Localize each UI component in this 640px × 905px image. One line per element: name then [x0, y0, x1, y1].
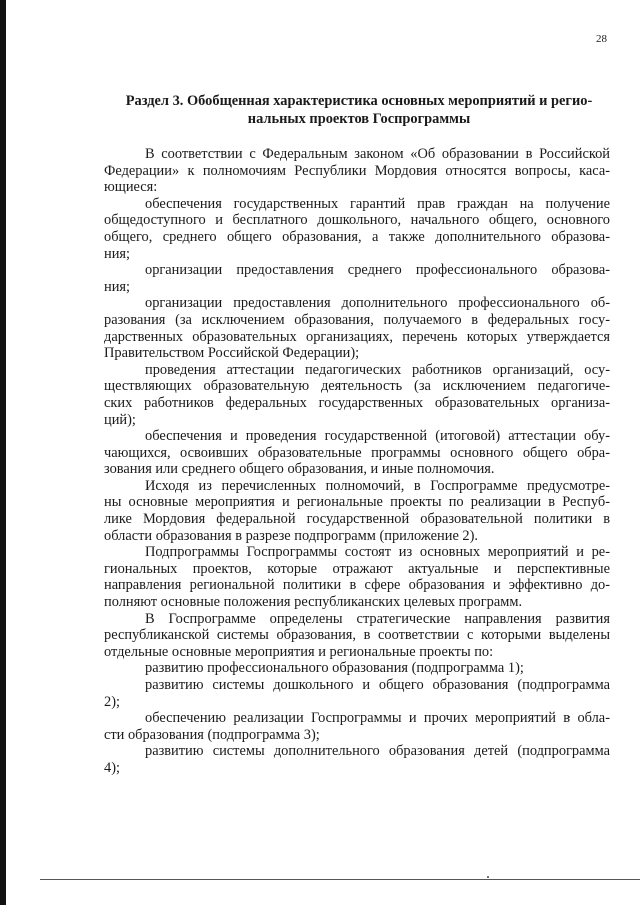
text-line: Правительством Российской Федерации);	[104, 345, 360, 362]
scan-edge-left	[0, 0, 6, 905]
text-line: чающихся, освоивших образовательные программы основного общего обра-	[104, 444, 610, 461]
text-line: В Госпрограмме определены стратегические направления развития	[145, 610, 610, 627]
text-line: общедоступного и бесплатного дошкольного, начального общего, основного	[104, 212, 610, 229]
text-line: обеспечения и проведения государственной (итоговой) аттестации обу-	[145, 428, 610, 445]
text-line: ны основные мероприятия и региональные проекты по реализации в Респуб-	[104, 494, 610, 511]
text-line: развитию профессионального образования (подпрограмма 1);	[145, 660, 524, 677]
text-line: ющиеся:	[104, 179, 158, 196]
text-line: республиканской системы образования, в соответствии с которыми выделены	[104, 627, 610, 644]
text-line: ществляющих образовательную деятельность (за исключением педагогиче-	[104, 378, 610, 395]
section-title-line: Раздел 3. Обобщенная характеристика основных мероприятий и регио-	[125, 93, 593, 109]
text-line: проведения аттестации педагогических работников организаций, осу-	[145, 361, 610, 378]
text-line: направления региональной политики в сфере образования и эффективно до-	[104, 577, 610, 594]
text-line: Подпрограммы Госпрограммы состоят из основных мероприятий и ре-	[145, 544, 610, 561]
text-line: разования (за исключением образования, получаемого в федеральных госу-	[104, 311, 610, 328]
text-line: развитию системы дополнительного образования детей (подпрограмма	[145, 743, 610, 760]
section-title	[104, 92, 614, 128]
text-line: Федерации» к полномочиям Республики Мордовия относятся вопросы, каса-	[104, 162, 610, 179]
text-line: отдельные основные мероприятия и региональные проекты по:	[104, 643, 494, 660]
text-line: общего, среднего общего образования, а также дополнительного образова-	[104, 228, 610, 245]
text-line: полняют основные положения республиканских целевых программ.	[104, 594, 523, 611]
text-line: Исходя из перечисленных полномочий, в Госпрограмме предусмотре-	[145, 477, 610, 494]
body-text	[104, 146, 610, 777]
text-line: ния;	[104, 245, 131, 262]
text-line: ских работников федеральных государственных образовательных организа-	[104, 394, 610, 411]
scan-edge-bottom	[40, 879, 640, 880]
text-line: 2);	[104, 693, 120, 710]
text-line: дарственных образовательных организациях, перечень которых утверждается	[104, 328, 610, 345]
text-line: развитию системы дошкольного и общего образования (подпрограмма	[145, 677, 610, 693]
scan-speck	[487, 876, 489, 878]
text-line: ций);	[104, 411, 136, 428]
text-line: организации предоставления дополнительного профессионального об-	[145, 295, 610, 312]
text-line: ния;	[104, 278, 131, 295]
text-line: зования или среднего общего образования, и иные полномочия.	[104, 461, 495, 478]
text-line: обеспечения государственных гарантий прав граждан на получение	[145, 195, 610, 212]
text-line: организации предоставления среднего профессионального образова-	[145, 262, 610, 279]
text-line: В соответствии с Федеральным законом «Об образовании в Российской	[145, 146, 610, 162]
text-line: лике Мордовия федеральной государственной образовательной политики в	[104, 511, 610, 528]
text-line: сти образования (подпрограмма 3);	[104, 726, 320, 743]
text-line: 4);	[104, 759, 120, 776]
page-number: 28	[596, 33, 607, 45]
section-title-line: нальных проектов Госпрограммы	[247, 111, 471, 127]
text-line: области образования в разрезе подпрограмм (приложение 2).	[104, 527, 479, 544]
text-line: обеспечению реализации Госпрограммы и прочих мероприятий в обла-	[145, 710, 610, 727]
text-line: гиональных проектов, которые отражают актуальные и перспективные	[104, 560, 610, 577]
